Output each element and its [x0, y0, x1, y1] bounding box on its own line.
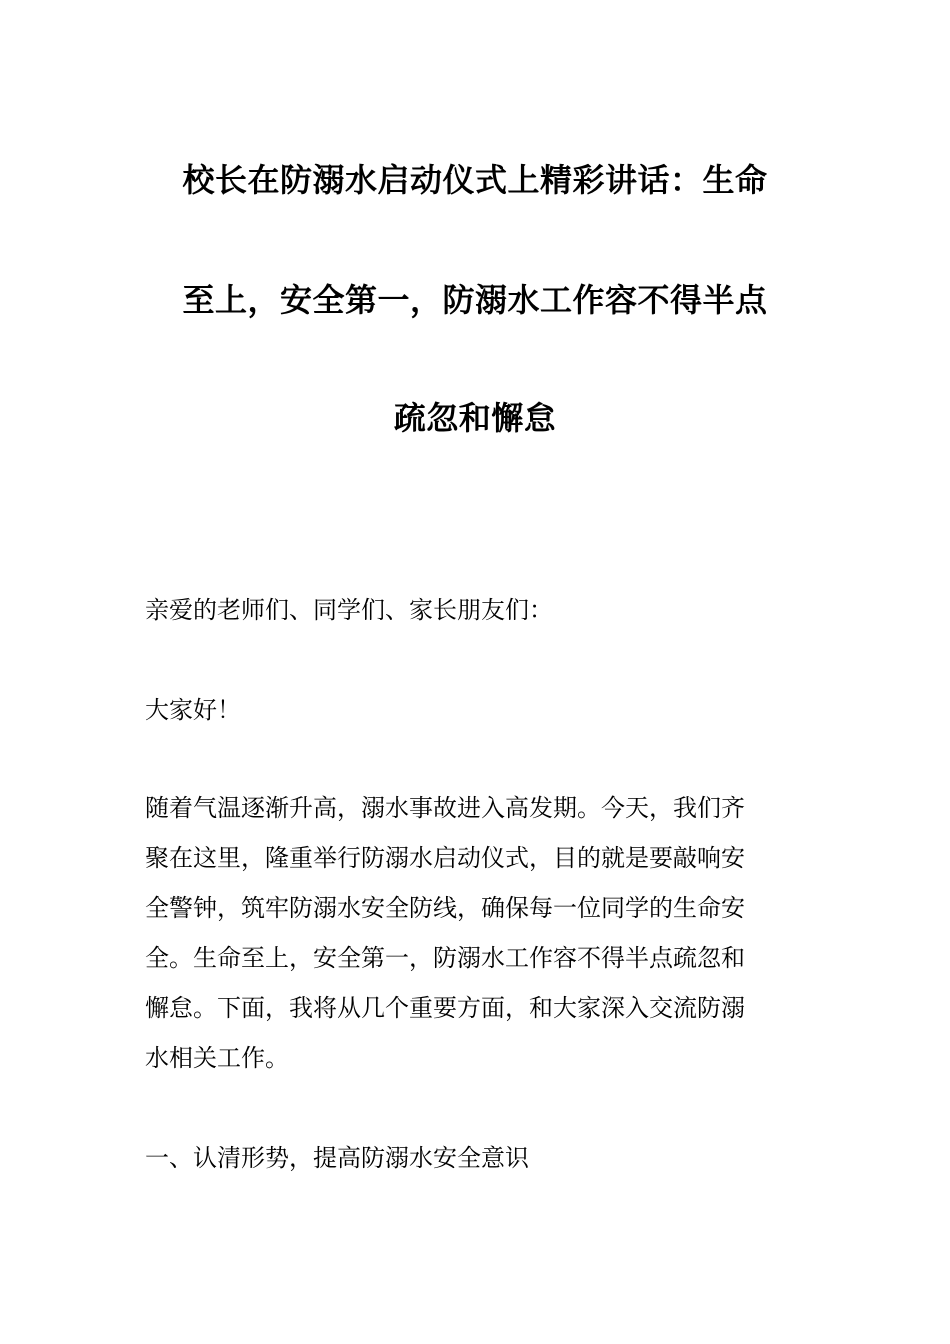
body-line: 聚在这里，隆重举行防溺水启动仪式，目的就是要敲响安 — [145, 844, 745, 872]
body-line: 随着气温逐渐升高，溺水事故进入高发期。今天，我们齐 — [145, 794, 745, 822]
document-title-line-2: 至上，安全第一，防溺水工作容不得半点 — [182, 281, 768, 319]
section-heading: 一、认清形势，提高防溺水安全意识 — [145, 1144, 529, 1172]
document-title-line-3: 疏忽和懈怠 — [393, 399, 557, 437]
body-line: 全警钟，筑牢防溺水安全防线，确保每一位同学的生命安 — [145, 894, 745, 922]
document-title-line-1: 校长在防溺水启动仪式上精彩讲话：生命 — [182, 161, 768, 199]
body-line: 全。生命至上，安全第一，防溺水工作容不得半点疏忽和 — [145, 944, 745, 972]
salutation: 亲爱的老师们、同学们、家长朋友们： — [145, 596, 553, 624]
greeting: 大家好！ — [145, 696, 241, 724]
body-paragraph — [145, 783, 810, 1083]
body-line: 水相关工作。 — [145, 1044, 289, 1072]
body-line: 懈怠。下面，我将从几个重要方面，和大家深入交流防溺 — [145, 994, 745, 1022]
